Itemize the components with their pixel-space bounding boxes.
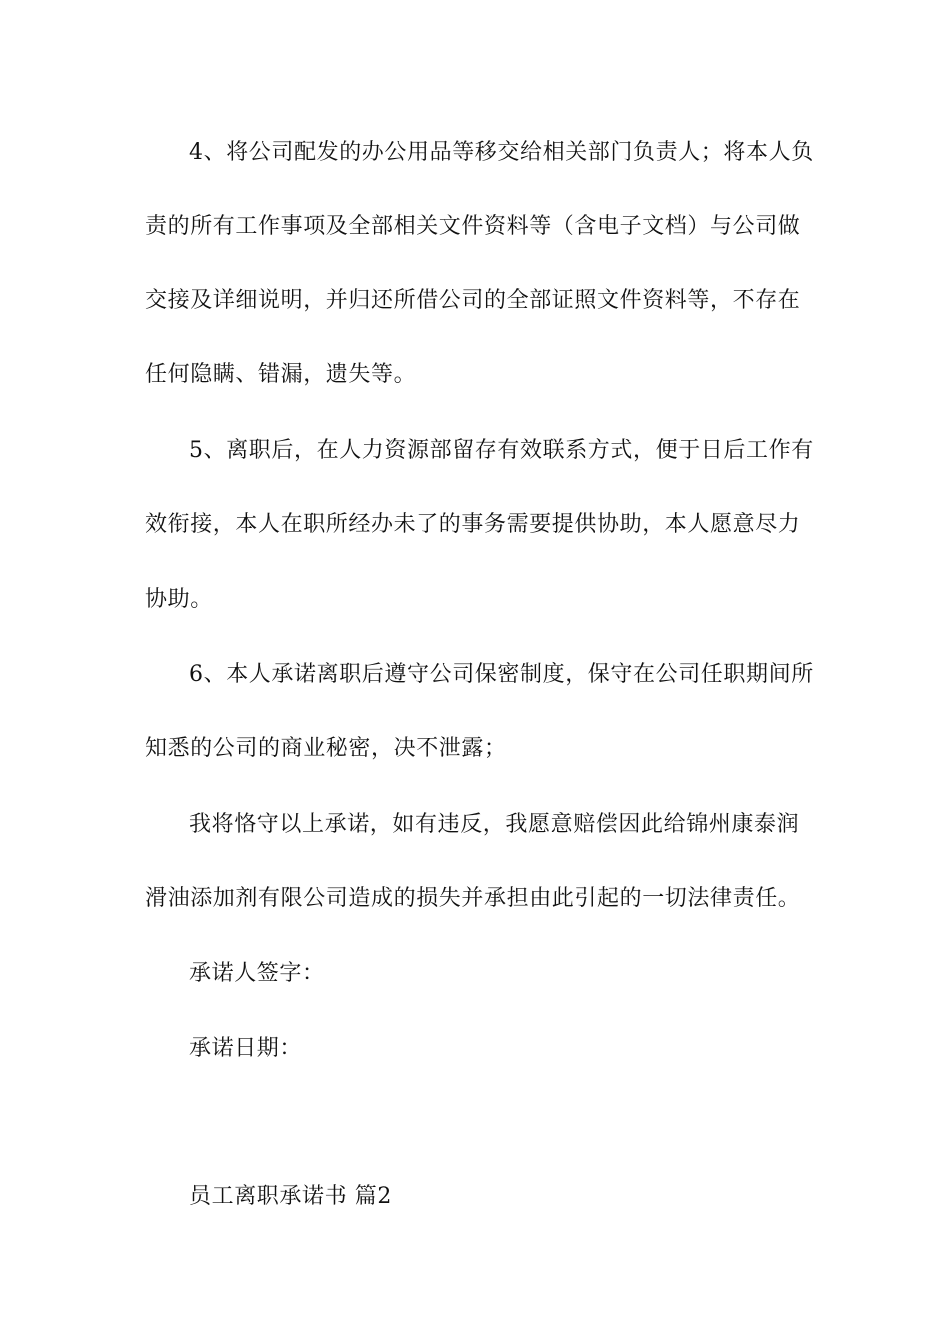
paragraph-item-6-line-1: 6、本人承诺离职后遵守公司保密制度，保守在公司任职期间所 <box>189 662 814 687</box>
pledge-line-1: 我将恪守以上承诺，如有违反，我愿意赔偿因此给锦州康泰润 <box>189 812 800 837</box>
paragraph-item-4-line-1: 4、将公司配发的办公用品等移交给相关部门负责人；将本人负 <box>189 140 814 165</box>
paragraph-item-5-line-2: 效衔接，本人在职所经办未了的事务需要提供协助，本人愿意尽力 <box>145 512 801 537</box>
paragraph-item-5-line-3: 协助。 <box>145 587 213 612</box>
date-label: 承诺日期： <box>189 1036 303 1061</box>
paragraph-item-6-line-2: 知悉的公司的商业秘密，决不泄露； <box>145 736 507 761</box>
next-section-heading: 员工离职承诺书 篇2 <box>189 1184 392 1209</box>
pledge-line-2: 滑油添加剂有限公司造成的损失并承担由此引起的一切法律责任。 <box>145 886 801 911</box>
paragraph-item-4-line-4: 任何隐瞒、错漏，遗失等。 <box>145 362 417 387</box>
paragraph-item-5-line-1: 5、离职后，在人力资源部留存有效联系方式，便于日后工作有 <box>189 438 814 463</box>
paragraph-item-4-line-2: 责的所有工作事项及全部相关文件资料等（含电子文档）与公司做 <box>145 214 801 239</box>
paragraph-item-4-line-3: 交接及详细说明，并归还所借公司的全部证照文件资料等，不存在 <box>145 288 801 313</box>
signature-label: 承诺人签字： <box>189 961 325 986</box>
